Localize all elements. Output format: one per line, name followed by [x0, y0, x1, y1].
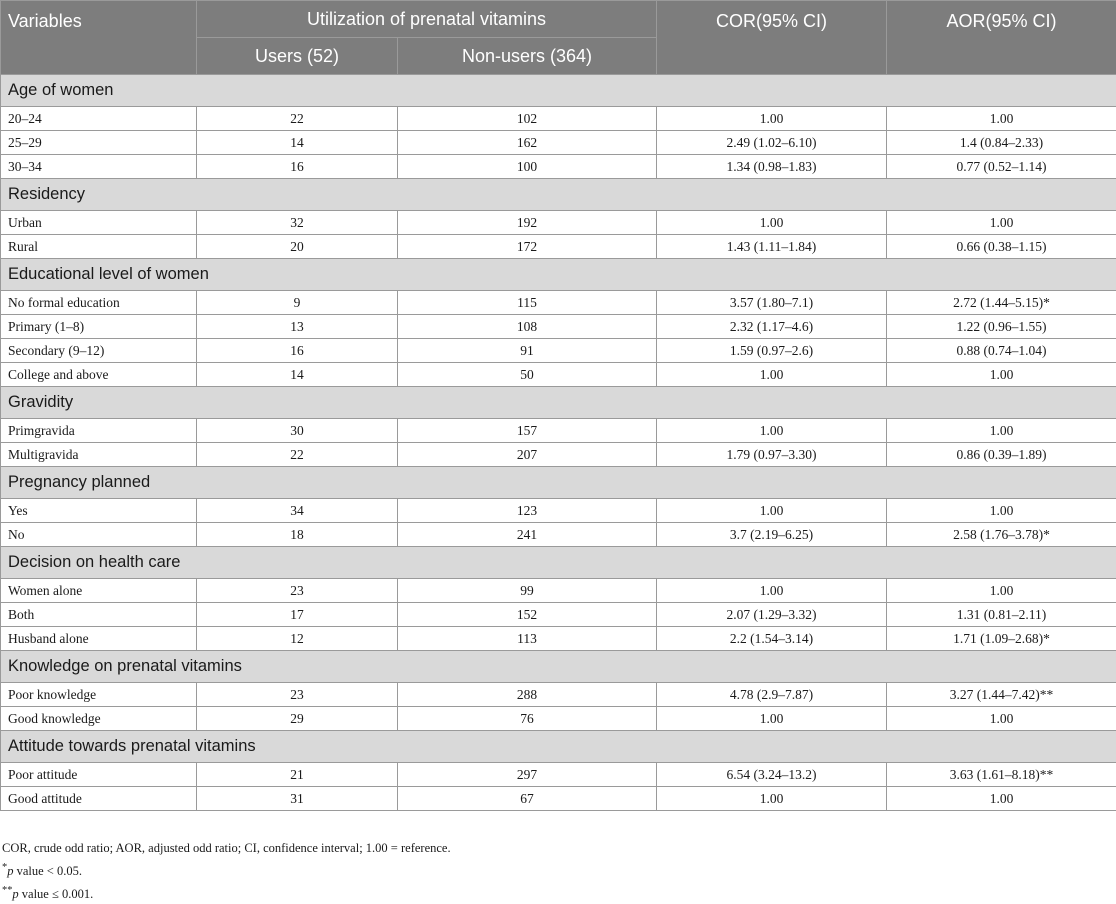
footnote-p-symbol: p	[7, 864, 13, 878]
cor-value: 2.07 (1.29–3.32)	[657, 603, 887, 627]
cor-value: 1.00	[657, 579, 887, 603]
non-users-count: 297	[398, 763, 657, 787]
aor-value: 1.00	[887, 707, 1116, 731]
aor-value: 1.00	[887, 363, 1116, 387]
aor-value: 1.00	[887, 499, 1116, 523]
row-label: Both	[1, 603, 197, 627]
users-count: 18	[197, 523, 398, 547]
non-users-count: 115	[398, 291, 657, 315]
table-row	[1, 787, 1116, 811]
table-row	[1, 131, 1116, 155]
header-non-users: Non-users (364)	[398, 38, 657, 75]
users-count: 23	[197, 683, 398, 707]
header-cor: COR(95% CI)	[657, 1, 887, 75]
users-count: 13	[197, 315, 398, 339]
footnote-abbreviations: COR, crude odd ratio; AOR, adjusted odd ratio; CI, confidence interval; 1.00 = reference.	[2, 838, 451, 858]
aor-value: 1.4 (0.84–2.33)	[887, 131, 1116, 155]
cor-value: 3.57 (1.80–7.1)	[657, 291, 887, 315]
section-title: Educational level of women	[1, 259, 1116, 291]
users-count: 22	[197, 443, 398, 467]
row-label: Secondary (9–12)	[1, 339, 197, 363]
row-label: 25–29	[1, 131, 197, 155]
row-label: Husband alone	[1, 627, 197, 651]
header-variables: Variables	[1, 1, 197, 75]
non-users-count: 50	[398, 363, 657, 387]
users-count: 34	[197, 499, 398, 523]
cor-value: 6.54 (3.24–13.2)	[657, 763, 887, 787]
section-header-row	[1, 467, 1116, 499]
header-utilization: Utilization of prenatal vitamins	[197, 1, 657, 38]
table-footnotes	[2, 838, 451, 904]
section-title: Age of women	[1, 75, 1116, 107]
users-count: 14	[197, 131, 398, 155]
footnote-text: value ≤ 0.001.	[19, 887, 94, 901]
section-title: Knowledge on prenatal vitamins	[1, 651, 1116, 683]
users-count: 21	[197, 763, 398, 787]
cor-value: 1.79 (0.97–3.30)	[657, 443, 887, 467]
footnote-mark: **	[2, 885, 12, 896]
section-header-row	[1, 387, 1116, 419]
table-row	[1, 683, 1116, 707]
section-header-row	[1, 547, 1116, 579]
aor-value: 1.00	[887, 419, 1116, 443]
row-label: 30–34	[1, 155, 197, 179]
table-row	[1, 363, 1116, 387]
footnote-text: value < 0.05.	[13, 864, 82, 878]
aor-value: 0.88 (0.74–1.04)	[887, 339, 1116, 363]
footnote-p-0001	[2, 881, 451, 904]
aor-value: 2.58 (1.76–3.78)*	[887, 523, 1116, 547]
section-header-row	[1, 179, 1116, 211]
non-users-count: 192	[398, 211, 657, 235]
users-count: 16	[197, 339, 398, 363]
section-header-row	[1, 731, 1116, 763]
aor-value: 1.00	[887, 579, 1116, 603]
aor-value: 0.86 (0.39–1.89)	[887, 443, 1116, 467]
table-row	[1, 315, 1116, 339]
users-count: 29	[197, 707, 398, 731]
row-label: Multigravida	[1, 443, 197, 467]
non-users-count: 162	[398, 131, 657, 155]
cor-value: 3.7 (2.19–6.25)	[657, 523, 887, 547]
row-label: Primgravida	[1, 419, 197, 443]
table-row	[1, 419, 1116, 443]
users-count: 31	[197, 787, 398, 811]
cor-value: 1.00	[657, 211, 887, 235]
cor-value: 2.49 (1.02–6.10)	[657, 131, 887, 155]
cor-value: 1.59 (0.97–2.6)	[657, 339, 887, 363]
row-label: College and above	[1, 363, 197, 387]
non-users-count: 152	[398, 603, 657, 627]
row-label: Good knowledge	[1, 707, 197, 731]
row-label: 20–24	[1, 107, 197, 131]
table-row	[1, 707, 1116, 731]
table-row	[1, 523, 1116, 547]
table-row	[1, 107, 1116, 131]
section-title: Decision on health care	[1, 547, 1116, 579]
table-row	[1, 579, 1116, 603]
row-label: Primary (1–8)	[1, 315, 197, 339]
header-aor: AOR(95% CI)	[887, 1, 1116, 75]
table-row	[1, 211, 1116, 235]
users-count: 16	[197, 155, 398, 179]
users-count: 17	[197, 603, 398, 627]
non-users-count: 99	[398, 579, 657, 603]
non-users-count: 113	[398, 627, 657, 651]
footnote-mark: *	[2, 862, 7, 873]
row-label: Rural	[1, 235, 197, 259]
table-row	[1, 291, 1116, 315]
cor-value: 4.78 (2.9–7.87)	[657, 683, 887, 707]
section-title: Residency	[1, 179, 1116, 211]
cor-value: 2.32 (1.17–4.6)	[657, 315, 887, 339]
section-header-row	[1, 651, 1116, 683]
non-users-count: 108	[398, 315, 657, 339]
aor-value: 1.00	[887, 211, 1116, 235]
users-count: 32	[197, 211, 398, 235]
section-title: Gravidity	[1, 387, 1116, 419]
cor-value: 1.00	[657, 787, 887, 811]
non-users-count: 123	[398, 499, 657, 523]
footnote-p-symbol: p	[12, 887, 18, 901]
table-row	[1, 603, 1116, 627]
row-label: No formal education	[1, 291, 197, 315]
non-users-count: 172	[398, 235, 657, 259]
table-header	[1, 1, 1116, 75]
table-row	[1, 443, 1116, 467]
cor-value: 1.00	[657, 499, 887, 523]
section-title: Pregnancy planned	[1, 467, 1116, 499]
table-row	[1, 155, 1116, 179]
row-label: Poor attitude	[1, 763, 197, 787]
non-users-count: 67	[398, 787, 657, 811]
cor-value: 1.00	[657, 419, 887, 443]
row-label: Women alone	[1, 579, 197, 603]
users-count: 14	[197, 363, 398, 387]
table-body	[1, 75, 1116, 811]
section-header-row	[1, 259, 1116, 291]
aor-value: 2.72 (1.44–5.15)*	[887, 291, 1116, 315]
table-row	[1, 763, 1116, 787]
row-label: Urban	[1, 211, 197, 235]
header-users: Users (52)	[197, 38, 398, 75]
non-users-count: 207	[398, 443, 657, 467]
table-row	[1, 499, 1116, 523]
non-users-count: 100	[398, 155, 657, 179]
table-row	[1, 339, 1116, 363]
aor-value: 3.63 (1.61–8.18)**	[887, 763, 1116, 787]
users-count: 23	[197, 579, 398, 603]
aor-value: 1.31 (0.81–2.11)	[887, 603, 1116, 627]
table-row	[1, 235, 1116, 259]
non-users-count: 157	[398, 419, 657, 443]
non-users-count: 76	[398, 707, 657, 731]
section-title: Attitude towards prenatal vitamins	[1, 731, 1116, 763]
table-row	[1, 627, 1116, 651]
row-label: No	[1, 523, 197, 547]
aor-value: 1.00	[887, 107, 1116, 131]
aor-value: 0.77 (0.52–1.14)	[887, 155, 1116, 179]
non-users-count: 91	[398, 339, 657, 363]
section-header-row	[1, 75, 1116, 107]
cor-value: 1.43 (1.11–1.84)	[657, 235, 887, 259]
aor-value: 1.71 (1.09–2.68)*	[887, 627, 1116, 651]
users-count: 20	[197, 235, 398, 259]
users-count: 9	[197, 291, 398, 315]
users-count: 30	[197, 419, 398, 443]
footnote-p-005	[2, 858, 451, 881]
row-label: Yes	[1, 499, 197, 523]
non-users-count: 241	[398, 523, 657, 547]
cor-value: 2.2 (1.54–3.14)	[657, 627, 887, 651]
non-users-count: 288	[398, 683, 657, 707]
cor-value: 1.00	[657, 107, 887, 131]
row-label: Good attitude	[1, 787, 197, 811]
aor-value: 3.27 (1.44–7.42)**	[887, 683, 1116, 707]
cor-value: 1.34 (0.98–1.83)	[657, 155, 887, 179]
aor-value: 1.22 (0.96–1.55)	[887, 315, 1116, 339]
cor-value: 1.00	[657, 707, 887, 731]
cor-value: 1.00	[657, 363, 887, 387]
users-count: 22	[197, 107, 398, 131]
users-count: 12	[197, 627, 398, 651]
non-users-count: 102	[398, 107, 657, 131]
aor-value: 0.66 (0.38–1.15)	[887, 235, 1116, 259]
aor-value: 1.00	[887, 787, 1116, 811]
row-label: Poor knowledge	[1, 683, 197, 707]
